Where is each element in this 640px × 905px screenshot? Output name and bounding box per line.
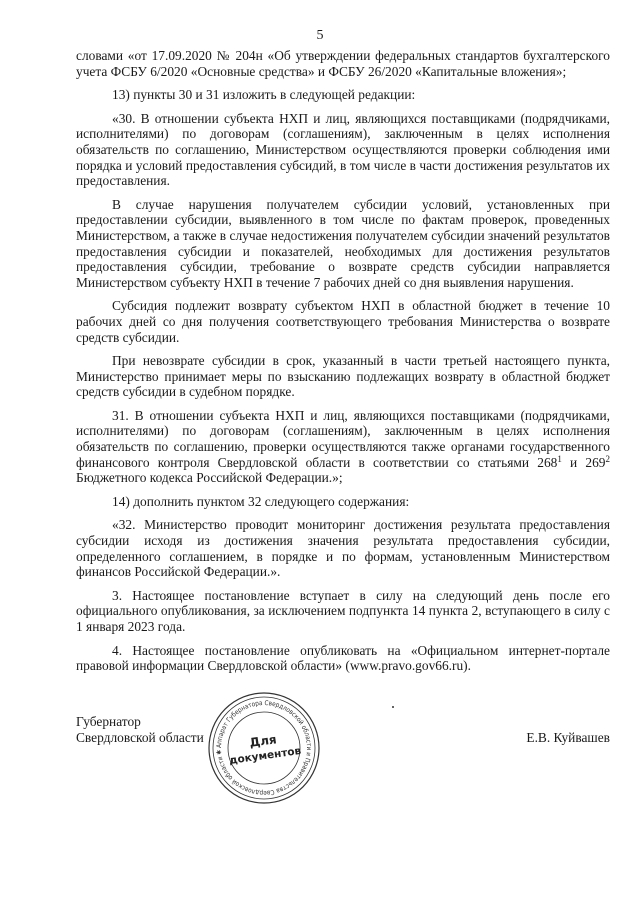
page-number: 5 [316,28,324,43]
official-stamp [206,690,322,806]
paragraph: В случае нарушения получателем субсидии условий, установленных при предоставлении субсидии, выявленного в том числе по фактам проверок, проведенных Министерством, а также в случае недостижения получателем субсидии значений результатов предоставления субсидии и показателей, необходимых для достижения результатов предоставления субсидии, требование о возврате средств субсидии направляется Министерством субъекту НХП в течение 7 рабочих дней со дня выявления нарушения. [76,196,610,290]
signatory-name: Е.В. Куйвашев [526,730,610,745]
superscript: 1 [557,453,562,464]
stamp-ring-text: Аппарат Губернатора Свердловской области и Правительства Свердловской области ✱ [214,698,314,798]
stamp-center-line: документов [228,744,302,767]
paragraph-with-footnotes [76,408,610,486]
stamp-center-line: Для [248,732,278,750]
position-title-line: Губернатор [76,714,141,729]
superscript: 2 [605,453,611,464]
paragraph: Субсидия подлежит возврату субъектом НХП в областной бюджет в течение 10 рабочих дней со дня получения соответствующего требования Министерства о возврате средств субсидии. [76,298,610,345]
paragraph: «32. Министерство проводит мониторинг достижения результата предоставления субсидии исходя из достижения значения результата предоставления субсидии, определенного соглашением, в порядке и по формам, установленным Министерством финансов Российской Федерации.». [76,517,610,580]
paragraph: 4. Настоящее постановление опубликовать на «Официальном интернет-портале правовой информации Свердловской области» (www.pravo.gov66.ru). [76,642,610,674]
paragraph: 14) дополнить пунктом 32 следующего содержания: [112,493,410,509]
paragraph: «30. В отношении субъекта НХП и лиц, являющихся поставщиками (подрядчиками, исполнителями) по договорам (соглашениям), заключенным в целях исполнения обязательств по соглашению, Министерством осуществляются проверки соблюдения ими порядка и условий предоставления субсидий, в том числе в части достижения результатов их предоставления. [76,110,610,189]
position-title-line: Свердловской области [76,730,204,745]
paragraph-text-part: 31. В отношении субъекта НХП и лиц, являющихся поставщиками (подрядчиками, исполнителями) по договорам (соглашениям), заключенным в целях исполнения обязательств по соглашению, проверки осуществляются также органами государственного финансового контроля Свердловской области в соответствии со статьями 268 [76,407,610,470]
paragraph: 3. Настоящее постановление вступает в силу на следующий день после его официального опубликования, за исключением подпункта 14 пункта 2, вступающего в силу с 1 января 2023 года. [76,587,610,634]
stray-mark [392,706,394,708]
paragraph: словами «от 17.09.2020 № 204н «Об утверждении федеральных стандартов бухгалтерского учета ФСБУ 6/2020 «Основные средства» и ФСБУ 26/2020 «Капитальные вложения»; [76,48,610,79]
signature-position [76,714,204,746]
paragraph-text-part: Бюджетного кодекса Российской Федерации.»; [76,470,343,486]
document-body [76,48,610,674]
paragraph: При невозврате субсидии в срок, указанный в части третьей настоящего пункта, Министерство принимает меры по взысканию подлежащих возврату в областной бюджет средств субсидии в судебном порядке. [76,353,610,400]
paragraph: 13) пункты 30 и 31 изложить в следующей редакции: [112,87,416,103]
paragraph-text-part: и 269 [561,454,606,470]
